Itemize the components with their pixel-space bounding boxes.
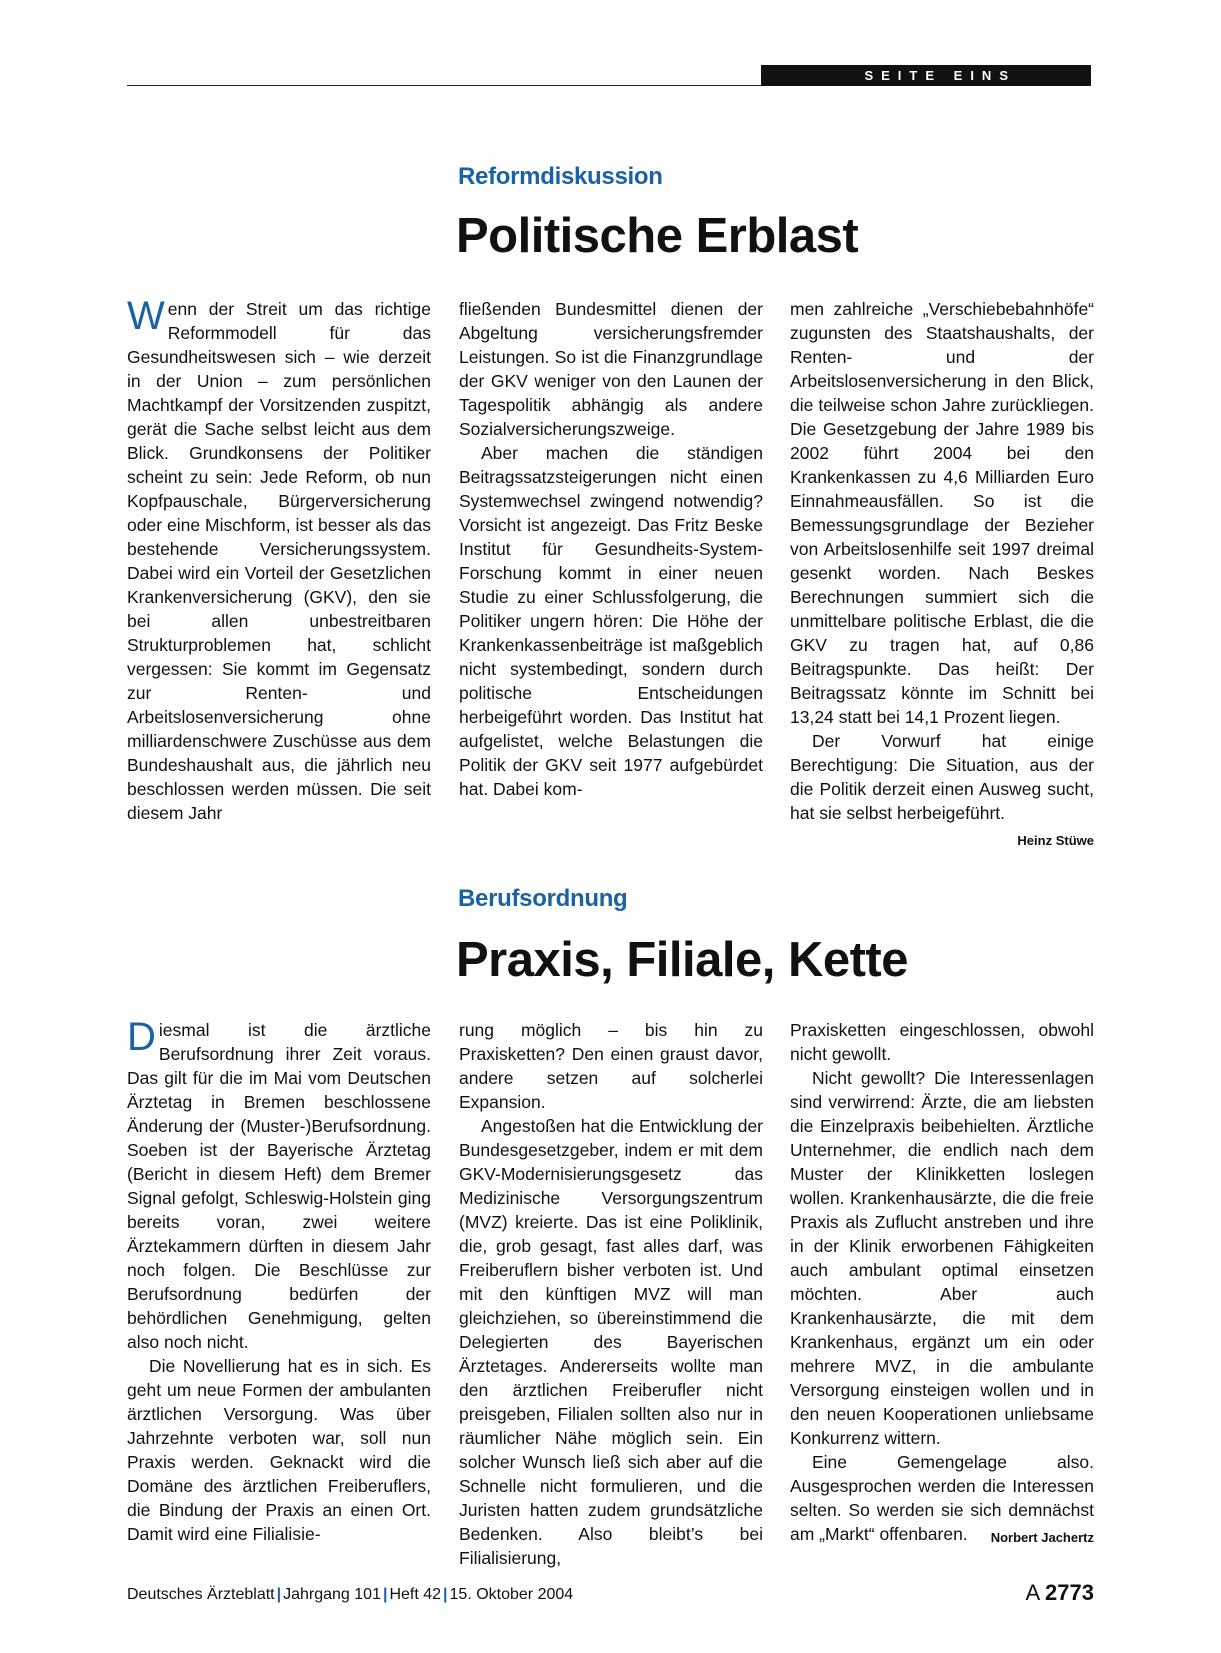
article1-headline: Politische Erblast (456, 209, 859, 263)
article1-paragraph: men zahlreiche „Verschiebebahnhöfe“ zugunsten des Staatshaushalts, der Renten- und der Arbeitslosenversicherung in den Blick, die teilweise schon Jahre zurückliegen. Die Gesetzgebung der Jahre 1989 bis 2002 führt 2004 bei den Krankenkassen zu 4,6 Milliarden Euro Einnahmeausfällen. So ist die Bemessungsgrundlage der Bezieher von Arbeitslosenhilfe seit 1997 dreimal gesenkt worden. Nach Beskes Berechnungen summiert sich die unmittelbare politische Erblast, die die GKV zu tragen hat, auf 0,86 Beitragspunkte. Das heißt: Der Beitragssatz könnte im Schnitt bei 13,24 statt bei 14,1 Prozent liegen. (790, 299, 1094, 727)
footer-separator: | (276, 1586, 282, 1603)
article2-column-3 (790, 1018, 1094, 1550)
footer-date: 15. Oktober 2004 (449, 1586, 574, 1603)
article1-column-1 (127, 294, 431, 825)
article1-col1-text: enn der Streit um das richtige Reformmodell für das Gesundheitswesen sich – wie derzeit in der Union – zum persönlichen Machtkampf der Vorsitzenden zuspitzt, gerät die Sache selbst leicht aus dem Blick. Grundkonsens der Politiker scheint zu sein: Jede Reform, ob nun Kopfpauschale, Bürgerversicherung oder eine Mischform, ist besser als das bestehende Versicherungssystem. Dabei wird ein Vorteil der Gesetzlichen Krankenversicherung (GKV), den sie bei allen unbestreitbaren Strukturproblemen hat, schlicht vergessen: Sie kommt im Gegensatz zur Renten- und Arbeitslosenversicherung ohne milliardenschwere Zuschüsse aus dem Bundeshaushalt aus, die jährlich neu beschlossen werden müssen. Die seit diesem Jahr (127, 299, 431, 823)
article2-author: Norbert Jachertz (990, 1530, 1094, 1545)
footer-issue: Heft 42 (389, 1586, 442, 1603)
page-number-value: 2773 (1045, 1580, 1094, 1605)
article2-paragraph (790, 1450, 1094, 1546)
article2-paragraph: Die Novellierung hat es in sich. Es geht um neue Formen der ambulanten ärztlichen Versorgung. Was über Jahrzehnte verboten war, soll nun Praxis werden. Geknackt wird die Domäne des ärztlichen Freiberuflers, die Bindung der Praxis an einen Ort. Damit wird eine Filialisie- (127, 1356, 431, 1544)
article1-dropcap: W (127, 294, 165, 338)
header-rule (127, 85, 761, 86)
article2-paragraph: Praxisketten eingeschlossen, obwohl nicht gewollt. (790, 1020, 1094, 1064)
footer-separator: | (443, 1586, 448, 1603)
article1-paragraph: Aber machen die ständigen Beitragssatzsteigerungen nicht einen Systemwechsel zwingend notwendig? Vorsicht ist angezeigt. Das Fritz Beske Institut für Gesundheits-System-Forschung kommt in einer neuen Studie zu einer Schlussfolgerung, die Politiker ungern hören: Die Höhe der Krankenkassenbeiträge ist maßgeblich nicht systembedingt, sondern durch politische Entscheidungen herbeigeführt worden. Das Institut hat aufgelistet, welche Belastungen die Politik der GKV seit 1977 aufgebürdet hat. Dabei kom- (459, 443, 763, 799)
article2-headline: Praxis, Filiale, Kette (456, 933, 908, 987)
article2-dropcap: D (127, 1015, 156, 1059)
article2-column-1 (127, 1015, 431, 1546)
article2-column-2 (459, 1018, 763, 1570)
article1-column-3 (790, 297, 1094, 853)
article1-paragraph: fließenden Bundesmittel dienen der Abgeltung versicherungsfremder Leistungen. So ist die Finanzgrundlage der GKV weniger von den Launen der Tagespolitik abhängig als andere Sozialversicherungszweige. (459, 299, 763, 439)
article1-closing-text: Der Vorwurf hat einige Berechtigung: Die Situation, aus der die Politik derzeit einen Ausweg sucht, hat sie selbst herbeigeführt. (790, 731, 1094, 823)
article1-kicker: Reformdiskussion (458, 163, 663, 190)
article2-col1-text: iesmal ist die ärztliche Berufsordnung ihrer Zeit voraus. Das gilt für die im Mai vom Deutschen Ärztetag in Bremen beschlossene Änderung der (Muster-)Berufsordnung. Soeben ist der Bayerische Ärztetag (Bericht in diesem Heft) dem Bremer Signal gefolgt, Schleswig-Holstein ging bereits voran, zwei weitere Ärztekammern dürften in diesem Jahr noch folgen. Die Beschlüsse zur Berufsordnung bedürfen der behördlichen Genehmigung, gelten also noch nicht. (127, 1020, 431, 1352)
footer-separator: | (382, 1586, 388, 1603)
article2-paragraph: rung möglich – bis hin zu Praxisketten? Den einen graust davor, andere setzen auf solcherlei Expansion. (459, 1020, 763, 1112)
article1-paragraph (790, 729, 1094, 848)
footer-volume: Jahrgang 101 (283, 1586, 381, 1603)
article2-paragraph: Nicht gewollt? Die Interessenlagen sind verwirrend: Ärzte, die am liebsten die Einzelpraxis beibehielten. Ärztliche Unternehmer, die endlich nach dem Muster der Klinikketten loslegen wollen. Krankenhausärzte, die die freie Praxis als Zuflucht anstreben und ihre in der Klinik erworbenen Fähigkeiten auch ambulant optimal einsetzen möchten. Aber auch Krankenhausärzte, die mit dem Krankenhaus, ergänzt um ein oder mehrere MVZ, in die ambulante Versorgung einsteigen wollen und in den neuen Kooperationen unliebsame Konkurrenz wittern. (790, 1068, 1094, 1448)
article1-paragraph (127, 294, 431, 825)
page-footer (127, 1586, 573, 1604)
footer-journal: Deutsches Ärzteblatt (127, 1586, 275, 1603)
article2-closing-text: Eine Gemengelage also. Ausgesprochen werden die Interessen selten. So werden sie sich demnächst am „Markt“ offenbaren. (790, 1452, 1094, 1544)
article2-kicker: Berufsordnung (458, 885, 628, 912)
article1-column-2 (459, 297, 763, 801)
page-prefix: A (1025, 1580, 1039, 1605)
article2-paragraph: Angestoßen hat die Entwicklung der Bundesgesetzgeber, indem er mit dem GKV-Modernisierungsgesetz das Medizinische Versorgungszentrum (MVZ) kreierte. Das ist eine Poliklinik, die, grob gesagt, fast alles darf, was Freiberuflern bisher verboten ist. Und mit den künftigen MVZ will man gleichziehen, so übereinstimmend die Delegierten des Bayerischen Ärztetages. Andererseits wollte man den ärztlichen Freiberufler nicht preisgeben, Filialen sollten also nur in räumlicher Nähe möglich sein. Ein solcher Wunsch ließ sich aber auf die Schnelle nicht formulieren, und die Juristen hatten zudem grundsätzliche Bedenken. Also bleibt’s bei Filialisierung, (459, 1116, 763, 1568)
article1-author: Heinz Stüwe (1017, 833, 1094, 848)
section-label: SEITE EINS (761, 65, 1091, 86)
page-number (1025, 1580, 1094, 1606)
article2-paragraph (127, 1015, 431, 1354)
